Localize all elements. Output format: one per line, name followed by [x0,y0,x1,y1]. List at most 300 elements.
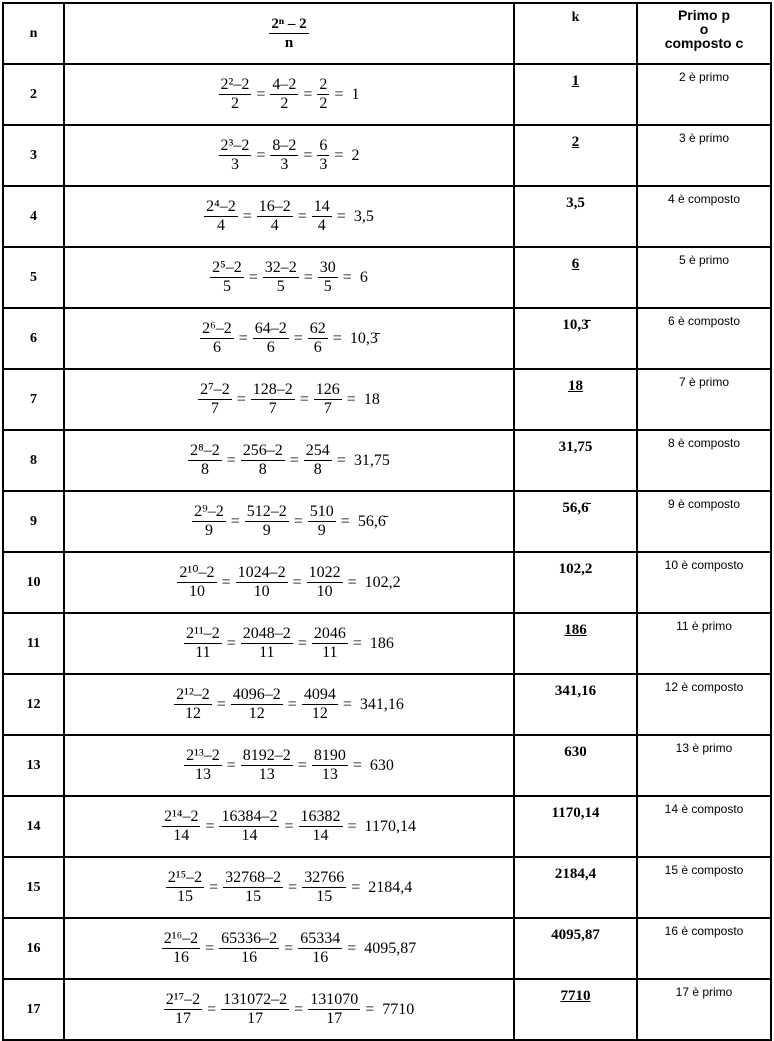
row-n: 11 [3,613,64,674]
difference-numerator: 254 [305,442,330,459]
expanded-numerator: 64–2 [254,320,287,337]
expanded-fraction [245,503,289,540]
row-prime-label: 17 è primo [637,979,771,1040]
row-prime-label: 7 è primo [637,369,771,430]
expanded-numerator: 4096–2 [232,686,281,703]
equals-sign: = [236,390,246,408]
difference-denominator: 6 [313,339,322,356]
power-fraction [219,76,252,113]
row-k [514,64,637,125]
table-row [3,125,771,186]
formula-expression [65,930,513,967]
row-formula [64,674,514,735]
k-value: 10,3̄ [562,317,589,333]
expanded-numerator: 16384–2 [221,808,278,825]
power-numerator: 2¹⁶–2 [163,930,199,947]
expanded-denominator: 10 [253,583,270,600]
equals-sign: = [226,451,236,469]
k-value: 4095,87 [551,927,600,943]
equals-sign: = [347,573,357,591]
row-prime-label: 11 è primo [637,613,771,674]
power-denominator: 10 [188,583,205,600]
difference-fraction [312,198,332,235]
formula-result: 7710 [382,1000,415,1018]
difference-numerator: 14 [313,198,330,215]
power-numerator: 2⁹–2 [194,503,224,520]
table-row [3,735,771,796]
equals-sign: = [351,878,361,896]
row-formula [64,430,514,491]
expanded-numerator: 131072–2 [223,991,288,1008]
expanded-numerator: 65336–2 [221,930,278,947]
formula-expression [65,869,513,906]
header-formula [64,3,514,64]
equals-sign: = [284,939,294,957]
equals-sign: = [216,695,226,713]
formula-result: 1 [351,85,360,103]
k-value: 1170,14 [551,805,600,821]
expanded-numerator: 8192–2 [242,747,291,764]
expanded-fraction [253,320,289,357]
difference-fraction [299,808,343,845]
power-fraction [192,503,226,540]
difference-denominator: 3 [319,156,328,173]
row-k [514,918,637,979]
table-row [3,247,771,308]
power-fraction [164,991,202,1028]
difference-numerator: 62 [309,320,326,337]
equals-sign: = [352,634,362,652]
expanded-numerator: 8–2 [272,137,297,154]
power-numerator: 2¹⁷–2 [165,991,201,1008]
equals-sign: = [340,512,350,530]
power-numerator: 2²–2 [220,76,250,93]
row-n: 12 [3,674,64,735]
expanded-fraction [263,259,299,296]
power-fraction [184,747,222,784]
equals-sign: = [207,1000,217,1018]
row-n: 5 [3,247,64,308]
difference-denominator: 12 [311,705,328,722]
expanded-fraction [270,76,298,113]
k-value: 630 [564,744,587,760]
power-numerator: 2³–2 [220,137,250,154]
difference-numerator: 126 [315,381,340,398]
k-value: 1 [571,73,580,89]
table-row [3,369,771,430]
table-row [3,857,771,918]
power-fraction [210,259,244,296]
power-denominator: 8 [200,461,209,478]
power-fraction [162,808,200,845]
equals-sign: = [336,207,346,225]
table-row [3,674,771,735]
difference-denominator: 4 [317,217,326,234]
power-fraction [219,137,252,174]
difference-denominator: 16 [312,949,329,966]
difference-denominator: 7 [323,400,332,417]
power-fraction [200,320,234,357]
row-n: 10 [3,552,64,613]
row-formula [64,552,514,613]
difference-denominator: 10 [316,583,333,600]
difference-numerator: 4094 [303,686,336,703]
power-numerator: 2¹⁵–2 [167,869,203,886]
row-n: 16 [3,918,64,979]
expanded-fraction [257,198,293,235]
equals-sign: = [336,451,346,469]
row-k [514,613,637,674]
expanded-denominator: 12 [248,705,265,722]
difference-numerator: 6 [319,137,328,154]
row-k [514,857,637,918]
row-k [514,186,637,247]
row-formula [64,857,514,918]
formula-expression [65,381,513,418]
header-prime-line-3: composto c [664,35,744,51]
formula-result: 3,5 [353,207,374,225]
formula-expression [65,259,513,296]
equals-sign: = [352,756,362,774]
formula-result: 630 [369,756,394,774]
equals-sign: = [342,268,352,286]
power-fraction [177,564,216,601]
formula-expression [65,320,513,357]
row-prime-label: 8 è composto [637,430,771,491]
k-value: 56,6̄ [562,500,589,516]
equals-sign: = [293,329,303,347]
row-n: 14 [3,796,64,857]
header-n: n [3,3,64,64]
row-n: 13 [3,735,64,796]
difference-denominator: 14 [312,827,329,844]
difference-numerator: 2046 [313,625,346,642]
expanded-denominator: 11 [259,644,275,661]
k-value: 341,16 [554,683,597,699]
expanded-numerator: 4–2 [272,76,297,93]
formula-expression [65,808,513,845]
power-denominator: 2 [230,95,239,112]
power-fraction [166,869,204,906]
expanded-fraction [231,686,283,723]
row-formula [64,796,514,857]
row-k [514,125,637,186]
difference-numerator: 32766 [304,869,345,886]
equals-sign: = [297,756,307,774]
formula-expression [65,137,513,174]
power-denominator: 16 [172,949,189,966]
difference-numerator: 510 [309,503,334,520]
power-fraction [174,686,212,723]
power-denominator: 14 [173,827,190,844]
row-n: 2 [3,64,64,125]
formula-result: 2 [351,146,360,164]
difference-denominator: 5 [323,278,332,295]
power-denominator: 15 [176,888,193,905]
power-numerator: 2⁶–2 [202,320,232,337]
row-k [514,552,637,613]
row-prime-label: 4 è composto [637,186,771,247]
k-value: 6 [571,256,580,272]
formula-expression [65,442,513,479]
row-formula [64,613,514,674]
difference-numerator: 2 [319,76,328,93]
power-fraction [162,930,200,967]
formula-result: 102,2 [364,573,401,591]
power-numerator: 2¹⁰–2 [179,564,215,581]
difference-denominator: 11 [322,644,338,661]
row-prime-label: 14 è composto [637,796,771,857]
row-n: 17 [3,979,64,1040]
power-denominator: 11 [195,644,211,661]
equals-sign: = [347,817,357,835]
difference-denominator: 17 [326,1010,343,1027]
row-formula [64,64,514,125]
power-fraction [204,198,238,235]
table-row [3,918,771,979]
expanded-denominator: 7 [268,400,277,417]
equals-sign: = [297,634,307,652]
equals-sign: = [205,817,215,835]
equals-sign: = [297,207,307,225]
table-row [3,308,771,369]
expanded-denominator: 6 [266,339,275,356]
equals-sign: = [334,146,344,164]
formula-expression [65,198,513,235]
k-value: 2184,4 [554,866,597,882]
row-prime-label: 16 è composto [637,918,771,979]
equals-sign: = [303,268,313,286]
equals-sign: = [334,85,344,103]
formula-result: 6 [359,268,368,286]
equals-sign: = [346,390,356,408]
power-denominator: 4 [216,217,225,234]
row-n: 15 [3,857,64,918]
formula-expression [65,625,513,662]
expanded-fraction [241,625,293,662]
row-k [514,979,637,1040]
formula-result: 10,3̄ [349,329,378,347]
row-formula [64,186,514,247]
equals-sign: = [226,634,236,652]
expanded-numerator: 32768–2 [225,869,282,886]
difference-fraction [302,686,338,723]
formula-result: 31,75 [353,451,390,469]
expanded-numerator: 1024–2 [237,564,286,581]
table-row [3,186,771,247]
row-prime-label: 5 è primo [637,247,771,308]
difference-denominator: 9 [317,522,326,539]
formula-expression [65,747,513,784]
power-numerator: 2⁵–2 [212,259,242,276]
table-row [3,64,771,125]
row-k [514,308,637,369]
row-n: 8 [3,430,64,491]
equals-sign: = [238,329,248,347]
expanded-numerator: 2048–2 [242,625,291,642]
table-row [3,430,771,491]
row-prime-label: 3 è primo [637,125,771,186]
row-k [514,369,637,430]
row-n: 7 [3,369,64,430]
equals-sign: = [332,329,342,347]
row-n: 6 [3,308,64,369]
header-k: k [514,3,637,64]
expanded-fraction [236,564,288,601]
difference-numerator: 16382 [300,808,341,825]
k-value: 186 [564,622,587,638]
expanded-fraction [223,869,283,906]
table-row [3,979,771,1040]
expanded-numerator: 256–2 [242,442,283,459]
row-formula [64,491,514,552]
expanded-fraction [241,442,285,479]
row-formula [64,735,514,796]
equals-sign: = [287,695,297,713]
equals-sign: = [221,573,231,591]
expanded-numerator: 128–2 [252,381,293,398]
equals-sign: = [289,451,299,469]
power-fraction [198,381,232,418]
difference-denominator: 8 [313,461,322,478]
row-prime-label: 6 è composto [637,308,771,369]
k-value: 18 [568,378,583,394]
equals-sign: = [294,1000,304,1018]
equals-sign: = [248,268,258,286]
formula-result: 4095,87 [364,939,417,957]
equals-sign: = [256,85,266,103]
row-formula [64,247,514,308]
formula-expression [65,503,513,540]
row-prime-label: 2 è primo [637,64,771,125]
power-numerator: 2¹³–2 [186,747,220,764]
header-prime-line-2: o [699,21,709,37]
difference-denominator: 13 [321,766,338,783]
row-prime-label: 13 è primo [637,735,771,796]
expanded-denominator: 13 [258,766,275,783]
difference-fraction [318,259,338,296]
difference-numerator: 30 [319,259,336,276]
difference-numerator: 131070 [310,991,359,1008]
equals-sign: = [226,756,236,774]
equals-sign: = [293,512,303,530]
equals-sign: = [288,878,298,896]
difference-fraction [304,442,332,479]
difference-fraction [308,320,328,357]
formula-result: 1170,14 [364,817,416,835]
difference-numerator: 1022 [308,564,341,581]
k-value: 2 [571,134,580,150]
expanded-denominator: 4 [270,217,279,234]
formula-expression [65,564,513,601]
header-prime [637,3,771,64]
equals-sign: = [256,146,266,164]
power-denominator: 7 [210,400,219,417]
k-value: 7710 [560,988,591,1004]
power-numerator: 2⁸–2 [190,442,220,459]
expanded-denominator: 5 [276,278,285,295]
row-n: 3 [3,125,64,186]
power-denominator: 5 [222,278,231,295]
power-denominator: 9 [204,522,213,539]
table-row [3,491,771,552]
equals-sign: = [347,939,357,957]
power-denominator: 6 [212,339,221,356]
formula-result: 18 [363,390,380,408]
row-k [514,796,637,857]
formula-result: 341,16 [359,695,404,713]
equals-sign: = [292,573,302,591]
difference-fraction [298,930,342,967]
difference-fraction [308,503,336,540]
difference-denominator: 15 [316,888,333,905]
power-fraction [184,625,222,662]
header-denominator: n [284,35,294,51]
expanded-denominator: 8 [258,461,267,478]
power-numerator: 2⁴–2 [206,198,236,215]
expanded-denominator: 9 [262,522,271,539]
expanded-fraction [219,930,279,967]
row-formula [64,979,514,1040]
equals-sign: = [242,207,252,225]
difference-fraction [312,625,348,662]
row-k [514,735,637,796]
formula-expression [65,991,513,1028]
header-fraction [269,15,308,52]
k-value: 102,2 [558,561,593,577]
equals-sign: = [303,146,313,164]
expanded-fraction [219,808,279,845]
k-value: 31,75 [558,439,593,455]
power-numerator: 2¹²–2 [176,686,210,703]
expanded-numerator: 32–2 [264,259,297,276]
formula-result: 2184,4 [368,878,413,896]
fermat-quotient-table [2,2,772,1041]
expanded-fraction [270,137,298,174]
expanded-denominator: 17 [247,1010,264,1027]
row-formula [64,308,514,369]
row-formula [64,918,514,979]
row-formula [64,125,514,186]
table-body [3,64,771,1040]
header-prime-line-1: Primo p [677,7,731,23]
header-row [3,3,771,64]
power-numerator: 2⁷–2 [200,381,230,398]
expanded-denominator: 14 [241,827,258,844]
equals-sign: = [230,512,240,530]
expanded-fraction [221,991,289,1028]
formula-expression [65,76,513,113]
power-denominator: 3 [230,156,239,173]
equals-sign: = [365,1000,375,1018]
power-numerator: 2¹⁴–2 [164,808,199,825]
header-numerator: 2ⁿ – 2 [271,16,307,32]
difference-fraction [307,564,343,601]
table-row [3,552,771,613]
difference-fraction [308,991,360,1028]
formula-result: 186 [369,634,394,652]
table-row [3,613,771,674]
difference-fraction [317,137,329,174]
difference-denominator: 2 [319,95,328,112]
power-denominator: 13 [194,766,211,783]
equals-sign: = [303,85,313,103]
expanded-denominator: 2 [280,95,289,112]
expanded-fraction [251,381,295,418]
difference-numerator: 8190 [313,747,346,764]
power-denominator: 12 [184,705,201,722]
row-k [514,491,637,552]
